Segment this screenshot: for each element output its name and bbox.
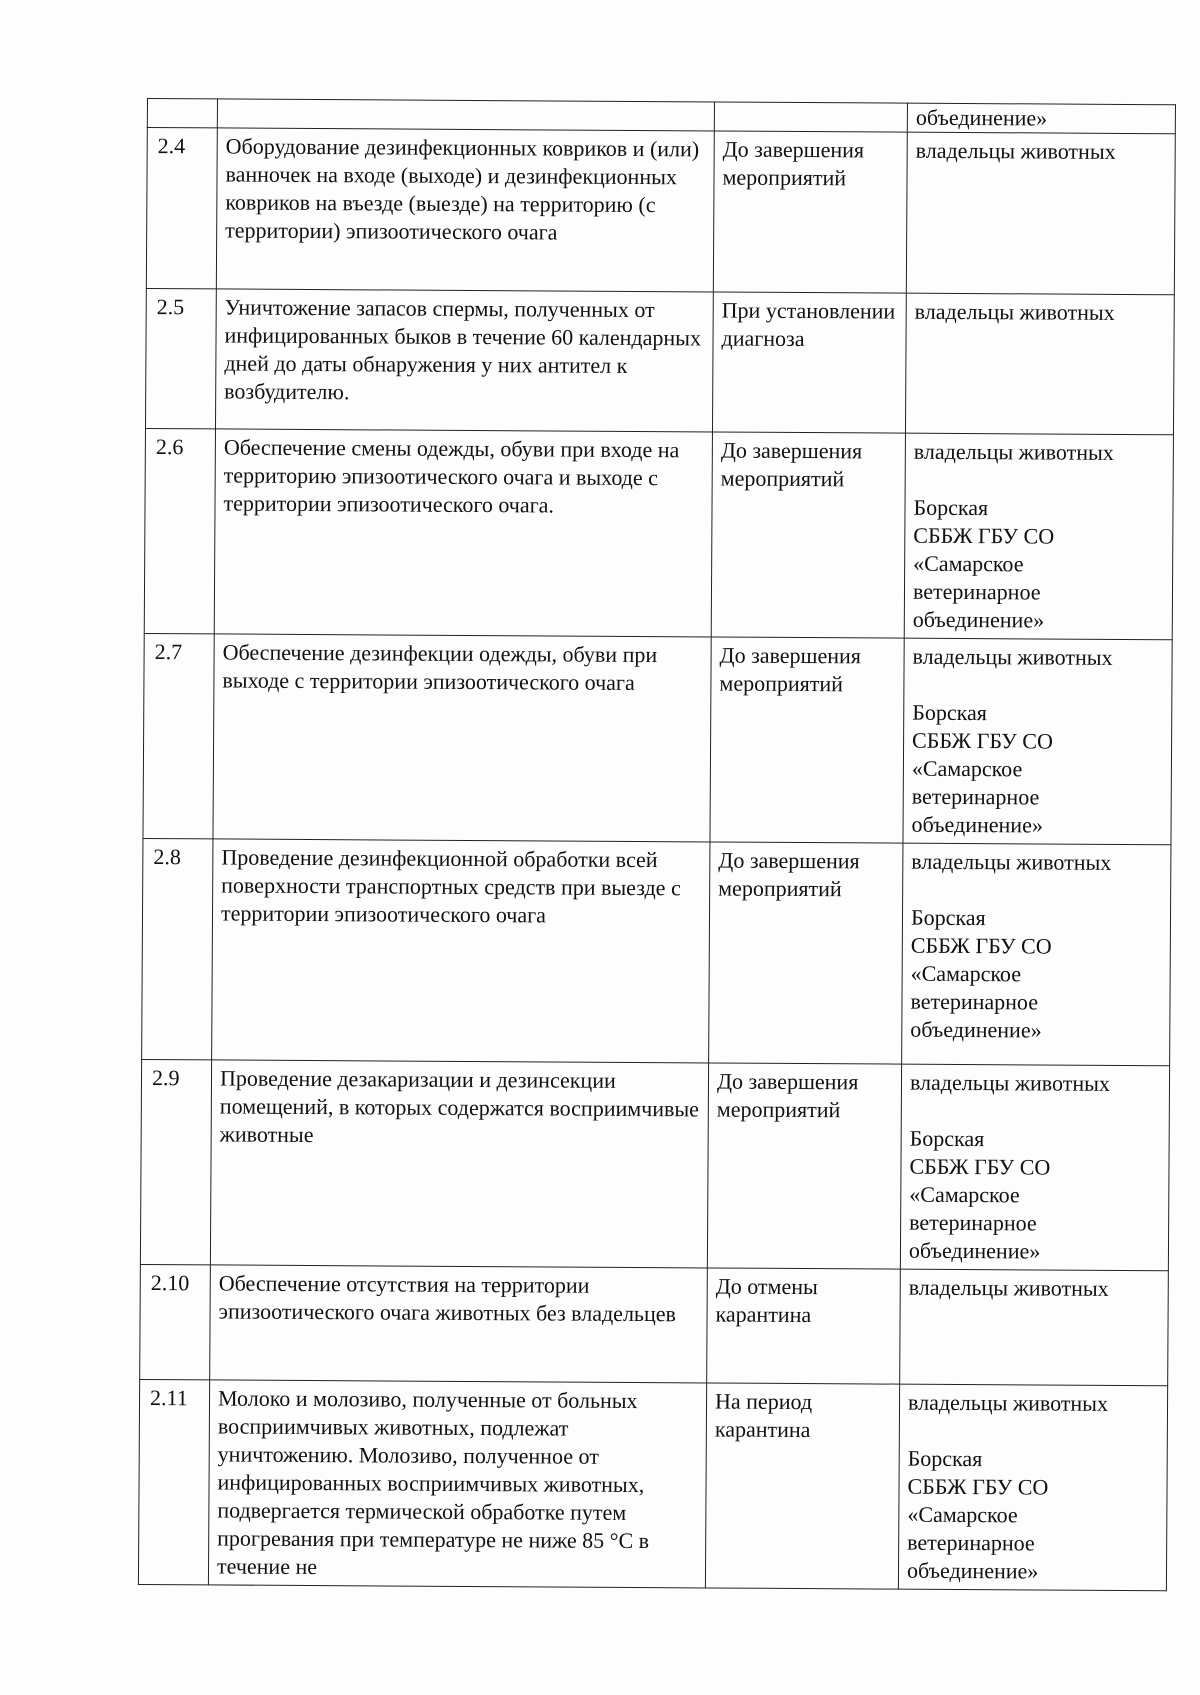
responsible-organization-line: ветеринарное: [912, 578, 1041, 605]
responsible-organization-line: объединение»: [906, 1557, 1039, 1584]
table-row: [144, 428, 1173, 639]
responsible-organization-line: СББЖ ГБУ СО: [912, 727, 1053, 754]
responsible-organization-line: ветеринарное: [909, 1209, 1037, 1236]
cell-responsible: [906, 132, 1175, 295]
cell-term: При установлении диагноза: [712, 292, 906, 433]
cell-description: [217, 99, 714, 131]
responsible-organization: [910, 904, 1162, 1046]
cell-responsible: [900, 1064, 1169, 1271]
responsible-owner: владельцы животных: [912, 643, 1113, 670]
cell-number: [147, 99, 217, 128]
cell-term: До отмены карантина: [707, 1268, 901, 1384]
responsible-organization: [907, 1445, 1159, 1587]
cell-description: Уничтожение запасов спермы, полученных от инфицированных быков в течение 60 календарных дней до даты обнаружения у них антител к возбудителю.: [215, 289, 713, 432]
responsible-continuation: объединение»: [915, 104, 1048, 131]
table-row: [142, 838, 1171, 1065]
responsible-organization-line: Борская: [913, 494, 989, 521]
cell-number: 2.7: [143, 633, 214, 838]
cell-term: До завершения мероприятий: [713, 131, 907, 293]
cell-term: До завершения мероприятий: [707, 1063, 901, 1269]
responsible-organization-line: «Самарское: [910, 960, 1022, 987]
cell-number: 2.8: [142, 838, 213, 1059]
cell-description: Обеспечение отсутствия на территории эпизоотического очага животных без владельцев: [210, 1265, 708, 1383]
cell-responsible: [907, 103, 1175, 134]
responsible-organization-line: «Самарское: [909, 1181, 1020, 1208]
responsible-organization-line: объединение»: [911, 811, 1043, 838]
responsible-owner: владельцы животных: [907, 1389, 1109, 1416]
cell-description: Молоко и молозиво, полученные от больных восприимчивых животных, подлежат уничтожению. Молозиво, полученное от инфицированных восприимчивых животных, подвергается термической обработке путем прогревания при температуре не ниже 85 °С в течение не: [208, 1380, 706, 1588]
table-row: [138, 1379, 1167, 1590]
cell-number: 2.9: [140, 1059, 211, 1264]
cell-responsible: [898, 1384, 1167, 1591]
cell-description: Обеспечение дезинфекции одежды, обуви при выходе с территории эпизоотического очага: [213, 634, 711, 842]
cell-description: Проведение дезинфекционной обработки всей поверхности транспортных средств при выезде с территории эпизоотического очага: [212, 839, 710, 1063]
responsible-organization-line: объединение»: [908, 1237, 1041, 1264]
responsible-organization-line: «Самарское: [907, 1501, 1018, 1528]
responsible-organization: [913, 494, 1165, 636]
responsible-organization-line: объединение»: [912, 606, 1045, 633]
cell-number: 2.6: [144, 428, 215, 633]
responsible-owner: владельцы животных: [909, 1069, 1111, 1096]
cell-description: Оборудование дезинфекционных ковриков и (или) ванночек на входе (выходе) и дезинфекционных ковриков на въезде (выезде) на территорию (с территории) эпизоотического очага: [216, 128, 714, 292]
table-row: [146, 128, 1175, 295]
cell-term: До завершения мероприятий: [709, 842, 903, 1064]
responsible-owner: владельцы животных: [911, 848, 1112, 875]
responsible-organization-line: СББЖ ГБУ СО: [909, 1153, 1051, 1180]
table-row: [140, 1264, 1169, 1385]
responsible-organization-line: ветеринарное: [910, 988, 1039, 1015]
responsible-organization-line: ветеринарное: [907, 1529, 1035, 1556]
responsible-organization-line: «Самарское: [913, 550, 1024, 577]
responsible-organization: [909, 1125, 1161, 1267]
cell-number: 2.5: [145, 288, 216, 428]
cell-term: До завершения мероприятий: [711, 432, 905, 638]
responsible-organization-line: Борская: [912, 699, 987, 726]
cell-number: 2.4: [146, 128, 217, 289]
responsible-organization-line: СББЖ ГБУ СО: [910, 932, 1052, 959]
measures-table: [138, 98, 1176, 1591]
responsible-organization-line: СББЖ ГБУ СО: [907, 1473, 1049, 1500]
cell-responsible: [900, 1269, 1169, 1386]
responsible-owner: владельцы животных: [913, 438, 1114, 465]
responsible-organization-line: СББЖ ГБУ СО: [913, 522, 1055, 549]
cell-description: Проведение дезакаризации и дезинсекции помещений, в которых содержатся восприимчивые животные: [210, 1060, 708, 1268]
responsible-owner: владельцы животных: [908, 1274, 1109, 1301]
cell-number: 2.11: [138, 1379, 209, 1584]
responsible-organization-line: объединение»: [910, 1016, 1042, 1043]
cell-responsible: [902, 843, 1171, 1066]
table-row: [140, 1059, 1169, 1270]
table-row: [143, 633, 1172, 844]
responsible-owner: владельцы животных: [914, 298, 1115, 325]
cell-term: [714, 102, 907, 132]
table-body: [138, 99, 1175, 1591]
responsible-organization-line: Борская: [909, 1125, 985, 1152]
responsible-organization-line: ветеринарное: [911, 783, 1040, 810]
cell-description: Обеспечение смены одежды, обуви при входе на территорию эпизоотического очага и выходе с территории эпизоотического очага.: [214, 429, 712, 637]
responsible-organization: [911, 699, 1163, 841]
table-row: [145, 288, 1174, 434]
responsible-organization-line: Борская: [907, 1445, 983, 1472]
responsible-organization-line: Борская: [910, 904, 986, 931]
cell-term: До завершения мероприятий: [710, 637, 904, 843]
responsible-organization-line: «Самарское: [911, 755, 1023, 782]
cell-responsible: [903, 638, 1172, 845]
cell-term: На период карантина: [705, 1383, 899, 1589]
cell-number: 2.10: [140, 1264, 211, 1379]
cell-responsible: [904, 433, 1173, 640]
responsible-owner: владельцы животных: [915, 137, 1116, 164]
cell-responsible: [905, 293, 1174, 435]
